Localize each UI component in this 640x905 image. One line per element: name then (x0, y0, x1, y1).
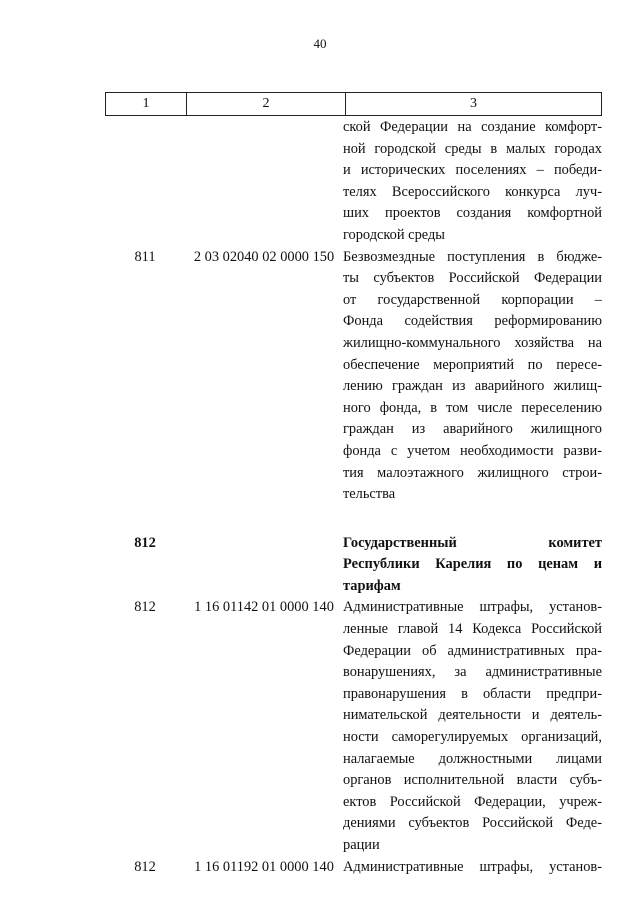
description-line: Государственный комитет (343, 534, 602, 551)
table-row (105, 247, 602, 506)
description-line: лению граждан из аварийного жилищ- (343, 378, 602, 395)
description-line: жилищно-коммунального хозяйства на (343, 334, 602, 351)
row-code (105, 117, 185, 247)
description-line: ской Федерации на создание комфорт- (343, 119, 602, 135)
description-line: ты субъектов Российской Федерации (343, 270, 602, 287)
description-line: от государственной корпорации – (343, 291, 602, 308)
row-code: 812 (134, 858, 156, 875)
page-number: 40 (313, 36, 327, 51)
row-description (343, 117, 602, 247)
row-description (343, 597, 602, 856)
description-line: Федерации об административных пра- (343, 642, 602, 659)
description-line: Безвозмездные поступления в бюдже- (343, 248, 602, 265)
description-line: Административные штрафы, установ- (343, 599, 602, 616)
description-line: телях Всероссийского конкурса луч- (343, 183, 602, 200)
row-code: 812 (134, 534, 156, 551)
description-line: дениями субъектов Российской Феде- (343, 815, 602, 832)
table-row (105, 597, 602, 856)
description-line: обеспечение мероприятий по пересе- (343, 356, 602, 373)
description-line: тельства (343, 486, 396, 503)
description-line: Республики Карелия по ценам и (343, 556, 602, 573)
description-line: граждан из аварийного жилищного (343, 421, 602, 438)
description-line: ектов Российской Федерации, учреж- (343, 793, 602, 810)
header-col-2: 2 (187, 93, 346, 116)
row-description (343, 247, 602, 506)
table-row (105, 533, 602, 598)
description-line: Административные штрафы, установ- (343, 858, 602, 875)
row-kbk (185, 117, 343, 247)
description-line: налагаемые должностными лицами (343, 750, 602, 767)
description-line: рации (343, 837, 380, 853)
description-line: ленные главой 14 Кодекса Российской (343, 621, 602, 638)
description-line: тия малоэтажного жилищного строи- (343, 464, 602, 481)
description-line: ности саморегулируемых организаций, (343, 729, 602, 746)
table-header (105, 92, 602, 116)
description-line: вонарушениях, за административные (343, 664, 602, 681)
description-line: правонарушения в области предпри- (343, 685, 602, 702)
description-line: и исторических поселениях – победи- (343, 162, 602, 179)
description-line: органов исполнительной власти субъ- (343, 772, 602, 789)
description-line: ного фонда, в том числе переселению (343, 399, 602, 416)
description-line: городской среды (343, 226, 445, 243)
table-row (105, 117, 602, 247)
description-line: ной городской среды в малых городах (343, 140, 602, 157)
row-kbk (185, 533, 343, 598)
row-kbk: 1 16 01142 01 0000 140 (194, 599, 334, 616)
description-line: Фонда содействия реформированию (343, 313, 602, 330)
row-kbk: 2 03 02040 02 0000 150 (193, 248, 335, 265)
description-line: фонда с учетом необходимости разви- (343, 442, 602, 459)
header-col-1: 1 (106, 93, 187, 116)
description-line: нимательской деятельности и деятель- (343, 707, 602, 724)
table-body (105, 117, 602, 878)
header-col-3: 3 (346, 93, 602, 116)
row-code: 811 (134, 248, 156, 265)
row-kbk: 1 16 01192 01 0000 140 (194, 858, 334, 875)
table-row (105, 857, 602, 879)
row-code: 812 (134, 599, 156, 616)
row-description (343, 533, 602, 598)
row-description (343, 857, 602, 879)
description-line: тарифам (343, 577, 401, 594)
description-line: ших проектов создания комфортной (343, 205, 602, 222)
